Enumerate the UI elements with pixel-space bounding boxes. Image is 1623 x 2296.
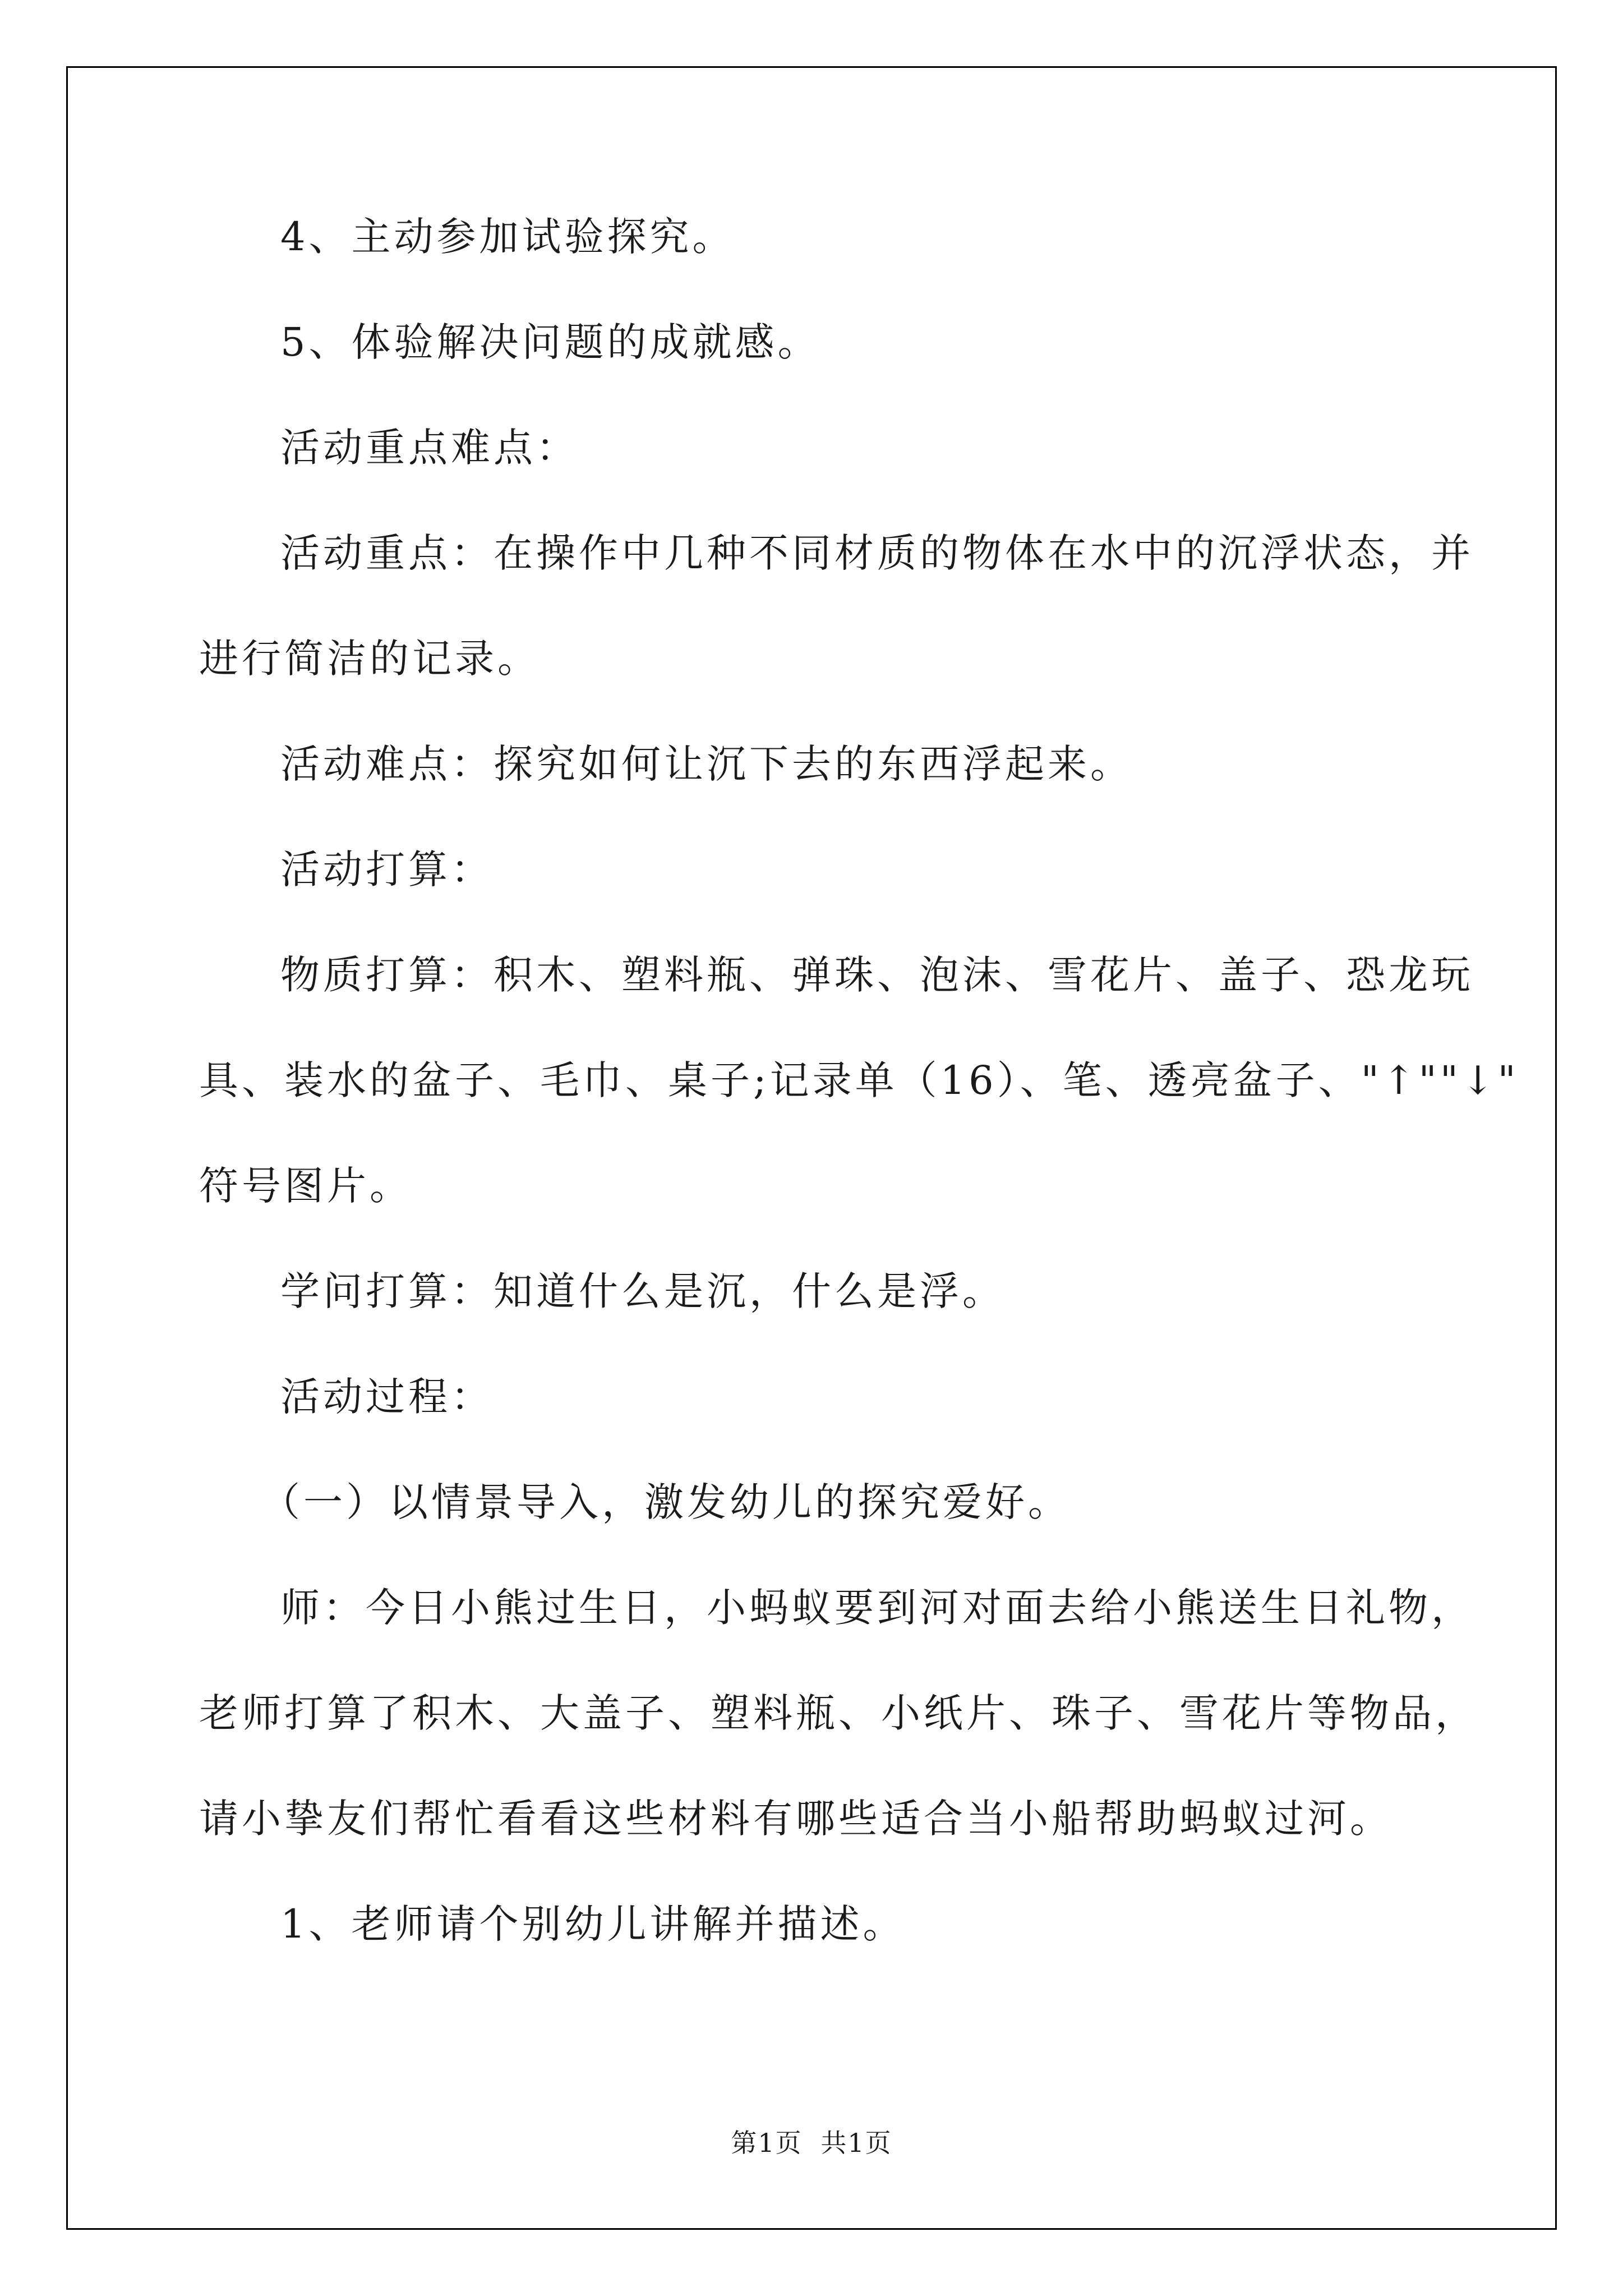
paragraph: 物质打算：积木、塑料瓶、弹珠、泡沫、雪花片、盖子、恐龙玩 [280,952,1474,998]
paragraph-continuation: 请小挚友们帮忙看看这些材料有哪些适合当小船帮助蚂蚁过河。 [199,1796,1393,1842]
paragraph: 活动重点：在操作中几种不同材质的物体在水中的沉浮状态，并 [280,530,1474,576]
paragraph: 5、体验解决问题的成就感。 [280,319,820,365]
paragraph: 师：今日小熊过生日，小蚂蚁要到河对面去给小熊送生日礼物， [280,1585,1474,1631]
page-footer [0,2126,1623,2160]
paragraph: 活动过程： [280,1374,494,1420]
paragraph: 4、主动参加试验探究。 [280,214,735,260]
paragraph-continuation: 符号图片。 [199,1163,412,1209]
page-total: 共1页 [820,2128,892,2158]
paragraph: 活动难点：探究如何让沉下去的东西浮起来。 [280,741,1133,787]
paragraph: 学问打算：知道什么是沉，什么是浮。 [280,1268,1005,1314]
paragraph-continuation: 进行简洁的记录。 [199,636,540,682]
paragraph: 活动重点难点： [280,425,579,471]
paragraph: （一）以情景导入，激发幼儿的探究爱好。 [261,1479,1071,1525]
paragraph: 1、老师请个别幼儿讲解并描述。 [280,1901,906,1947]
paragraph: 活动打算： [280,846,494,892]
paragraph-continuation: 具、装水的盆子、毛巾、桌子;记录单（16）、笔、透亮盆子、"↑""↓" [199,1057,1519,1103]
paragraph-continuation: 老师打算了积木、大盖子、塑料瓶、小纸片、珠子、雪花片等物品， [199,1690,1478,1736]
page-number: 第1页 [731,2128,803,2158]
